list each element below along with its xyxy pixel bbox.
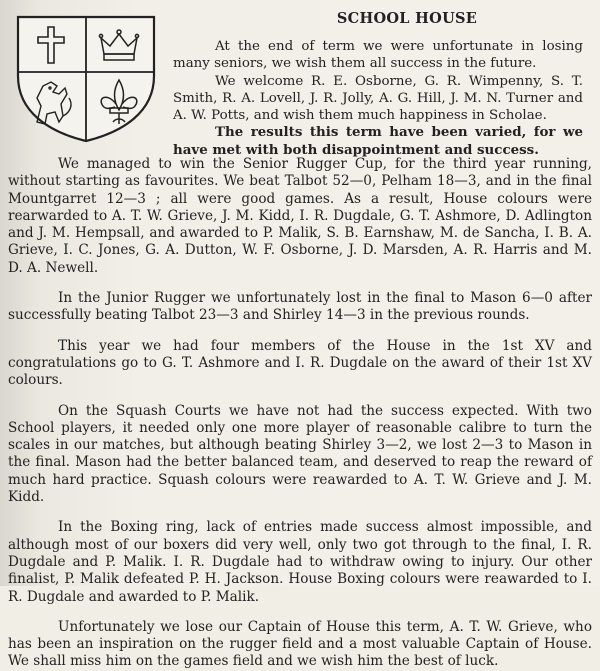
- house-crest: [15, 14, 157, 144]
- intro-paragraph: We welcome R. E. Osborne, G. R. Wimpenny, S. T. Smith, R. A. Lovell, J. R. Jolly, A. G. Hill, J. M. N. Turner and A. W. Potts, and wish them much happiness in Scholae.: [173, 73, 583, 124]
- paragraph-junior-rugger: In the Junior Rugger we unfortunately lost in the final to Mason 6—0 after successfully beating Talbot 23—3 and Shirley 14—3 in the previous rounds.: [8, 290, 592, 324]
- intro-paragraph: At the end of term we were unfortunate in losing many seniors, we wish them all success in the future.: [173, 39, 583, 72]
- intro-paragraph: The results this term have been varied, for we have met with both disappointment and success.: [173, 124, 583, 158]
- paragraph-senior-rugger: We managed to win the Senior Rugger Cup, for the third year running, without starting as favourites. We beat Talbot 52—0, Pelham 18—3, and in the final Mountgarret 12—3 ; all were good games. As a result, House colours were rearwarded to A. T. W. Grieve, J. M. Kidd, I. R. Dugdale, G. T. Ashmore, D. Adlington and J. M. Hempsall, and awarded to P. Malik, S. B. Earnshaw, M. de Sancha, I. B. A. Grieve, I. C. Jones, G. A. Dutton, W. F. Osborne, J. D. Marsden, A. R. Harris and M. D. A. Newell.: [8, 156, 592, 276]
- main-body: [8, 156, 592, 671]
- paragraph-boxing: In the Boxing ring, lack of entries made success almost impossible, and although most of our boxers did very well, only two got through to the final, I. R. Dugdale and P. Malik. I. R. Dugdale had to withdraw owing to injury. Our other finalist, P. Malik defeated P. H. Jackson. House Boxing colours were reawarded to I. R. Dugdale and awarded to P. Malik.: [8, 519, 592, 605]
- paragraph-captain: Unfortunately we lose our Captain of House this term, A. T. W. Grieve, who has been an inspiration on the rugger field and a most valuable Captain of House. We shall miss him on the games field and we wish him the best of luck.: [8, 618, 592, 670]
- paragraph-squash: On the Squash Courts we have not had the success expected. With two School players, it needed only one more player of reasonable calibre to turn the scales in our matches, but although beating Shirley 3—2, we lost 2—3 to Mason in the final. Mason had the better balanced team, and deserved to reap the reward of much hard practice. Squash colours were reawarded to A. T. W. Grieve and J. M. Kidd.: [8, 402, 592, 506]
- page-title: SCHOOL HOUSE: [336, 10, 478, 27]
- intro-section: [173, 38, 583, 159]
- paragraph-first-xv: This year we had four members of the House in the 1st XV and congratulations go to G. T. Ashmore and I. R. Dugdale on the award of their 1st XV colours.: [8, 337, 592, 389]
